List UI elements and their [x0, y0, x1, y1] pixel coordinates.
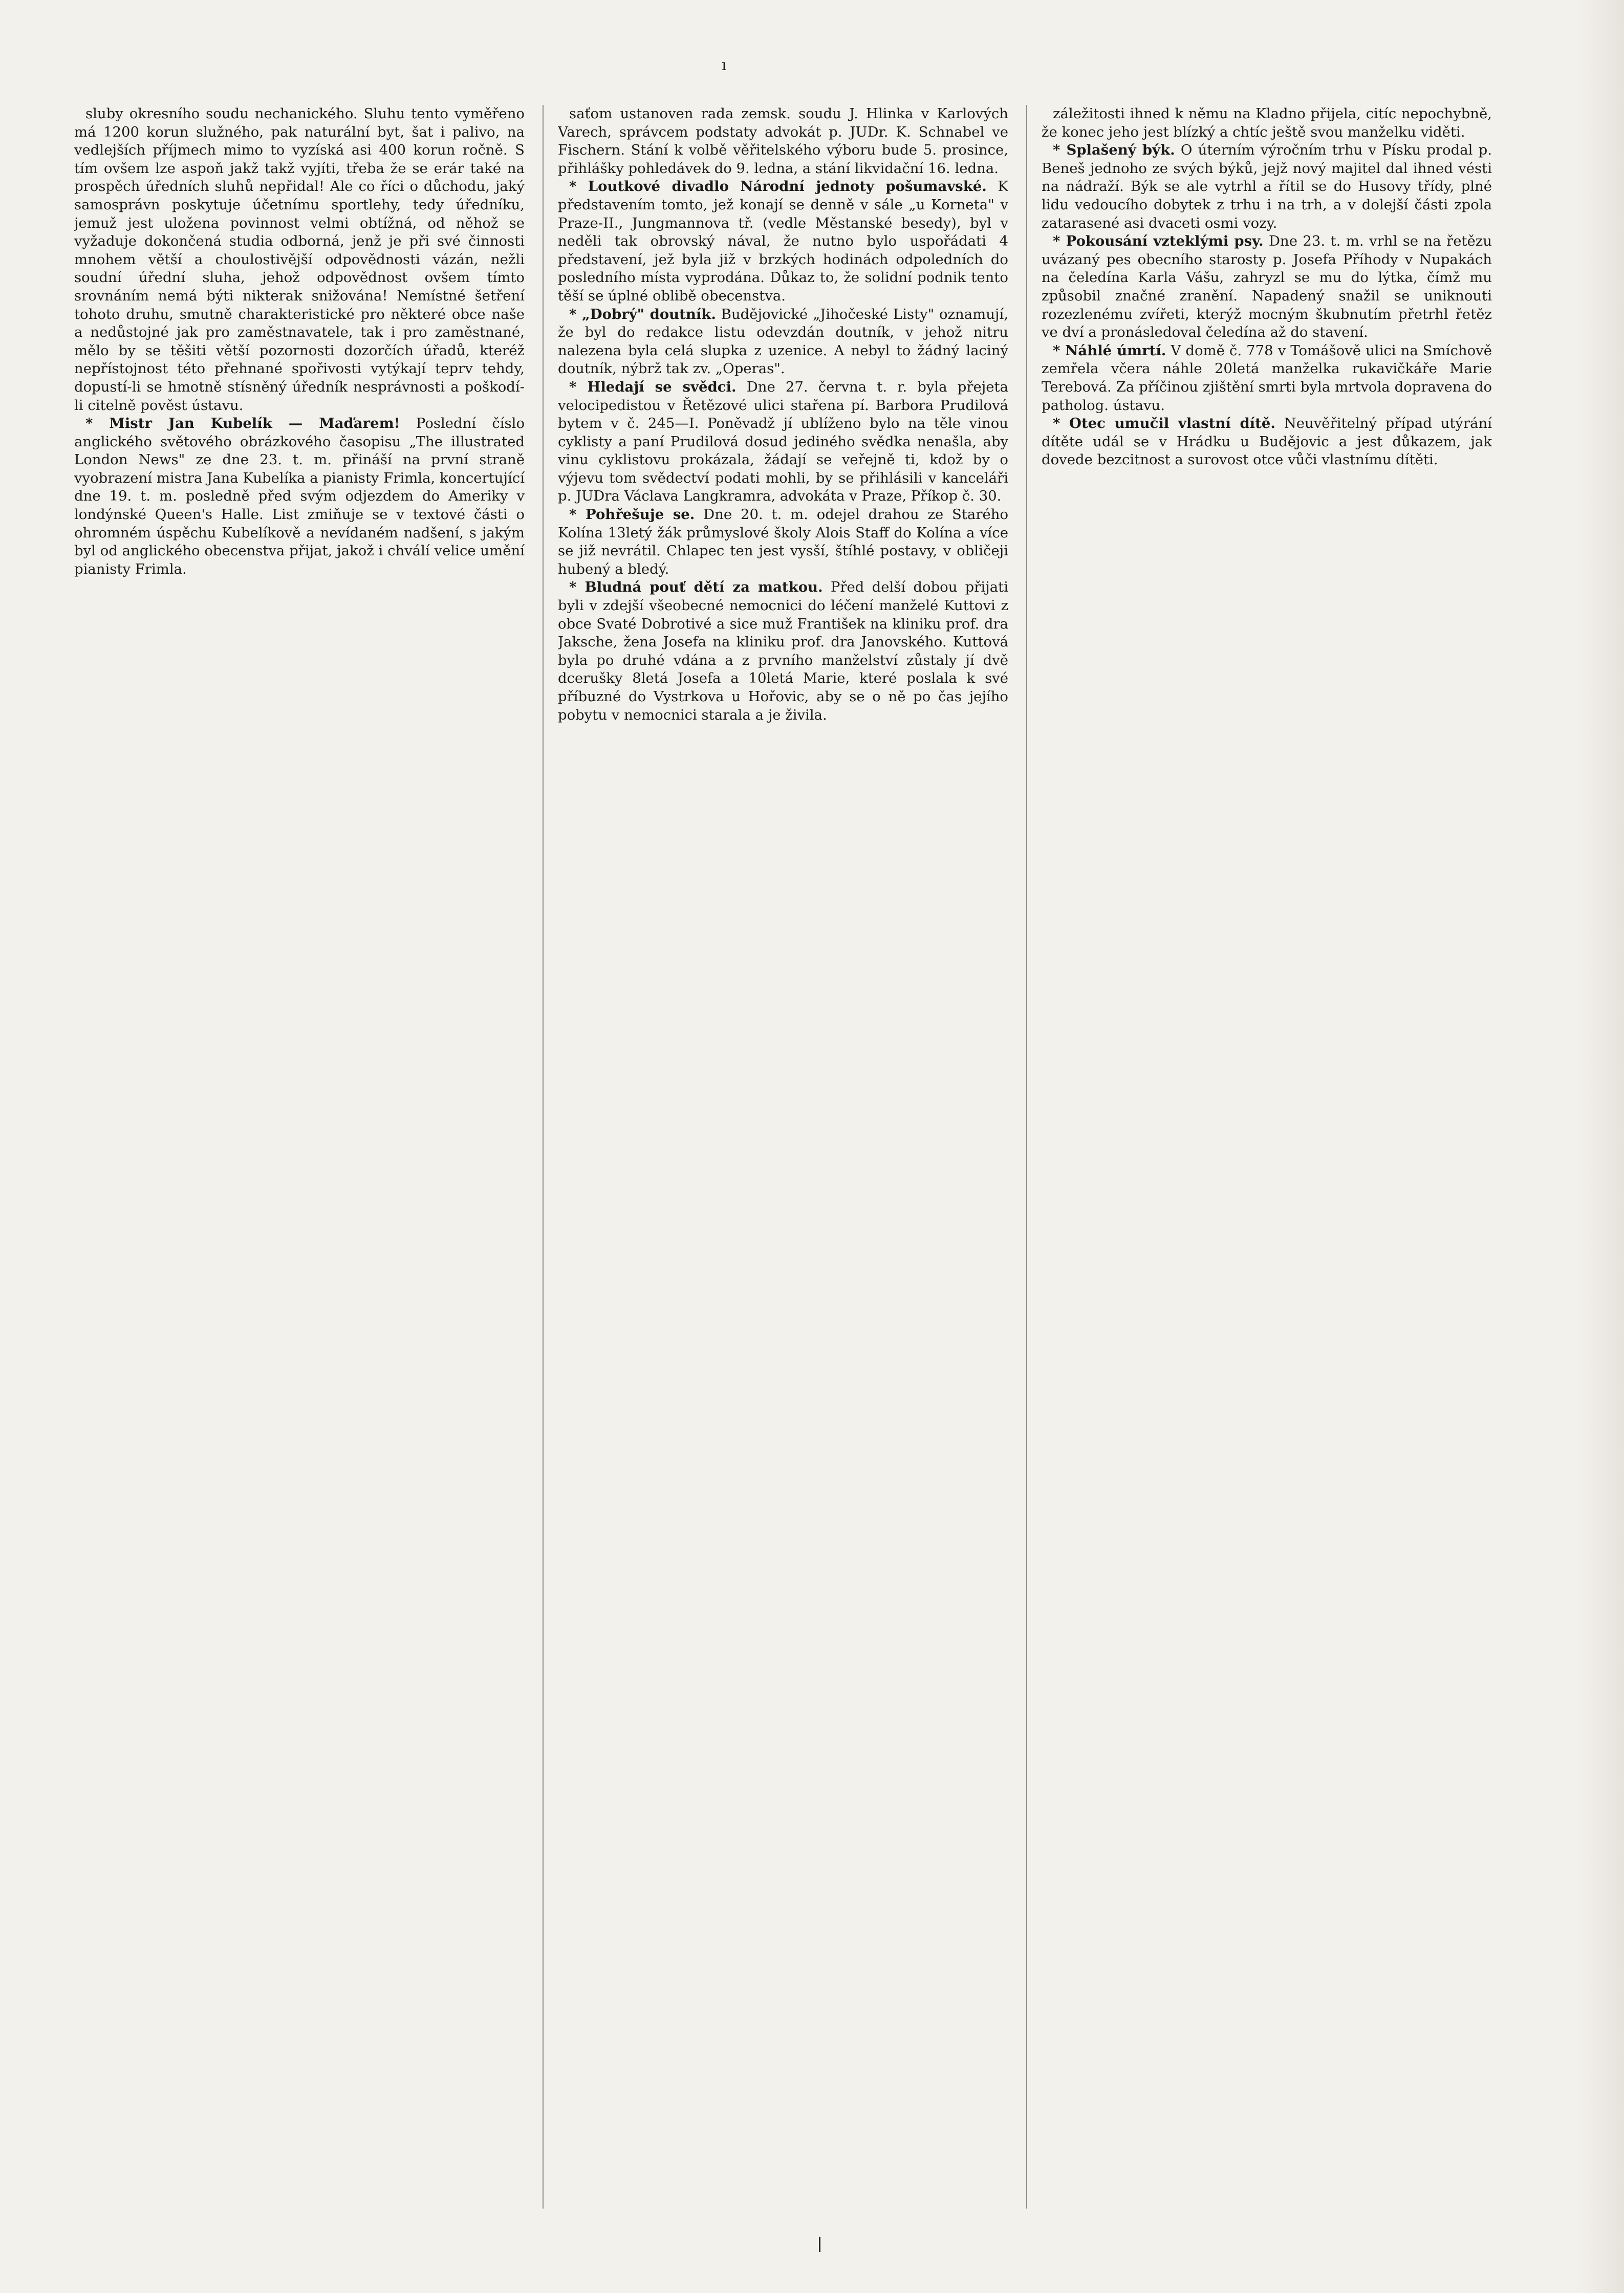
- news-body: Před delší dobou přijati byli v zdejší všeobecné nemocnici do léčení manželé Kuttovi z obce Svaté Dobrotivé a sice muž František na kliniku prof. dra Jaksche, žena Josefa na kliniku prof. dra Janovského. Kuttová byla po druhé vdána a z prvního manželství zůstaly jí dvě dcerušky 8letá Josefa a 10letá Marie, které poslala k své příbuzné do Vystrkova u Hořovic, aby se o ně po čas jejího pobytu v nemocnici starala a je živila.: [558, 579, 1008, 723]
- news-headline: * Splašený býk.: [1053, 142, 1175, 159]
- news-headline: * Hledají se svědci.: [569, 378, 737, 395]
- newspaper-page: [74, 105, 1495, 2209]
- scan-edge: [1575, 0, 1624, 2293]
- news-body: záležitosti ihned k němu na Kladno přijela, citíc nepochybně, že konec jeho jest blízký a chtíc ještě svou manželku viděti.: [1042, 105, 1492, 140]
- news-headline: * Loutkové divadlo Národní jednoty pošumavské.: [569, 178, 987, 195]
- news-headline: * Náhlé úmrtí.: [1053, 342, 1166, 359]
- binding-mark: [819, 2237, 820, 2252]
- news-headline: * „Dobrý" doutník.: [569, 306, 716, 322]
- news-body: saťom ustanoven rada zemsk. soudu J. Hlinka v Karlových Varech, správcem podstaty advokát p. JUDr. K. Schnabel ve Fischern. Stání k volbě věřitelského výboru bude 5. prosince, přihlášky pohledávek do 9. ledna, a stání likvidační 16. ledna.: [558, 105, 1008, 177]
- news-body: Poslední číslo anglického světového obrázkového časopisu „The illustrated London News" ze dne 23. t. m. přináší na první straně vyobrazení mistra Jana Kubelíka a pianisty Frimla, koncertující dne 19. t. m. posledně před svým odjezdem do Ameriky v londýnské Queen's Halle. List zmiňuje se v textové části o ohromném úspěchu Kubelíkově a nevídaném nadšení, s jakým byl od anglického obecenstva přijat, jakož i chválí velice umění pianisty Frimla.: [74, 415, 525, 577]
- column-rule: [543, 105, 544, 2209]
- news-body: Neuvěřitelný případ utýrání dítěte udál se v Hrádku u Budějovic a jest důkazem, jak dovede bezcitnost a surovost otce vůči vlastnímu dítěti.: [1042, 415, 1492, 468]
- column-2: [558, 105, 1008, 2209]
- news-body: Dne 23. t. m. vrhl se na řetězu uvázaný pes obecního starosty p. Josefa Příhody v Nupakách na čeledína Karla Vášu, zahryzl se mu do lýtka, čímž mu způsobil značné zranění. Napadený snažil se uniknouti rozezlenému zvířeti, kterýž mocným škubnutím přetrhl řetěz ve dví a pronásledoval čeledína až do stavení.: [1042, 233, 1492, 341]
- news-body: sluby okresního soudu nechanického. Sluhu tento vyměřeno má 1200 korun služného, pak naturální byt, šat i palivo, na vedlejších příjmech mimo to vyzíská asi 400 korun ročně. S tím ovšem lze aspoň jakž takž vyjíti, třeba že se erár také na prospěch úředních sluhů nepřidal! Ale co říci o důchodu, jaký samosprávn poskytuje účetnímu sportlehy, tedy úředníku, jemuž jest uložena povinnost velmi obtížná, od něhož se vyžaduje dokončená studia odborná, jenž je při své činnosti mnohem větší a choulostivější odpovědnosti vázán, nežli soudní úřední sluha, jehož odpovědnost ovšem tímto srovnáním nemá býti nikterak snižována! Nemístné šetření tohoto druhu, smutně charakteristické pro některé obce naše a nedůstojné jak pro zaměstnavatele, tak i pro zaměstnané, mělo by se těšiti větší pozornosti dozorčích úřadů, kteréž nepřístojnost této přehnané spořivosti vytýkají teprv tehdy, dopustí-li se hmotně stísněný úředník nesprávnosti a poškodí-li citelně pověst ústavu.: [74, 105, 525, 414]
- text-paragraph: [558, 105, 1008, 178]
- news-body: V domě č. 778 v Tomášově ulici na Smíchově zemřela včera náhle 20letá manželka rukavičkáře Marie Terebová. Za příčinou zjištění smrti byla mrtvola dopravena do patholog. ústavu.: [1042, 342, 1492, 414]
- news-item: [1042, 141, 1492, 232]
- column-1: [74, 105, 525, 2209]
- news-item: [558, 578, 1008, 724]
- news-body: Dne 27. června t. r. byla přejeta velocipedistou v Řetězové ulici stařena pí. Barbora Prudilová bytem v č. 245—I. Poněvadž jí ublíženo bylo na těle vinou cyklisty a paní Prudilová dosud jediného svědka nenašla, aby vinu cyklistovu prokázala, žádají se veřejně ti, kdož by o výjevu tom svědectví podati mohli, by se přihlásili v kanceláři p. JUDra Václava Langkramra, advokáta v Praze, Příkop č. 30.: [558, 378, 1008, 505]
- news-body: O úterním výročním trhu v Písku prodal p. Beneš jednoho ze svých býků, jejž nový majitel dal ihned vésti na nádraží. Býk se ale vytrhl a řítil se do Husovy třídy, plné lidu vedoucího dobytek z trhu i na trh, a v dolejší části zpola zatarasené asi dvaceti osmi vozy.: [1042, 142, 1492, 231]
- news-body: Budějovické „Jihočeské Listy" oznamují, že byl do redakce listu odevzdán doutník, v jehož nitru nalezena byla celá slupka z uzenice. A nebyl to žádný laciný doutník, nýbrž tak zv. „Operas".: [558, 306, 1008, 377]
- news-item: [1042, 232, 1492, 342]
- news-item: [1042, 342, 1492, 415]
- news-item: [558, 378, 1008, 506]
- news-body: Dne 20. t. m. odejel drahou ze Starého Kolína 13letý žák průmyslové školy Alois Staff do Kolína a více se již nevrátil. Chlapec ten jest vysší, štíhlé postavy, v obličeji hubený a bledý.: [558, 506, 1008, 577]
- text-paragraph: [74, 105, 525, 415]
- news-headline: * Bludná pouť dětí za matkou.: [569, 579, 823, 596]
- news-headline: * Pohřešuje se.: [569, 506, 695, 523]
- news-headline: * Otec umučil vlastní dítě.: [1053, 415, 1275, 432]
- news-item: [558, 506, 1008, 578]
- news-item: [558, 306, 1008, 378]
- news-item: [74, 415, 525, 578]
- news-body: K představením tomto, jež konají se denně v sále „u Korneta" v Praze-II., Jungmannova tř. (vedle Městanské besedy), byl v neděli tak obrovský nával, že nutno bylo uspořádati 4 představení, jež byla již v brzkých hodinách odpoledních do posledního místa vyprodána. Důkaz to, že solidní podnik tento těší se úplné oblibě obecenstva.: [558, 178, 1008, 304]
- news-headline: * Mistr Jan Kubelík — Maďarem!: [85, 415, 400, 432]
- news-item: [1042, 415, 1492, 469]
- news-item: [558, 178, 1008, 305]
- page-marker: ı: [722, 56, 727, 74]
- column-rule: [1026, 105, 1027, 2209]
- text-paragraph: [1042, 105, 1492, 141]
- column-3: [1042, 105, 1492, 2209]
- news-headline: * Pokousání vzteklými psy.: [1053, 233, 1264, 250]
